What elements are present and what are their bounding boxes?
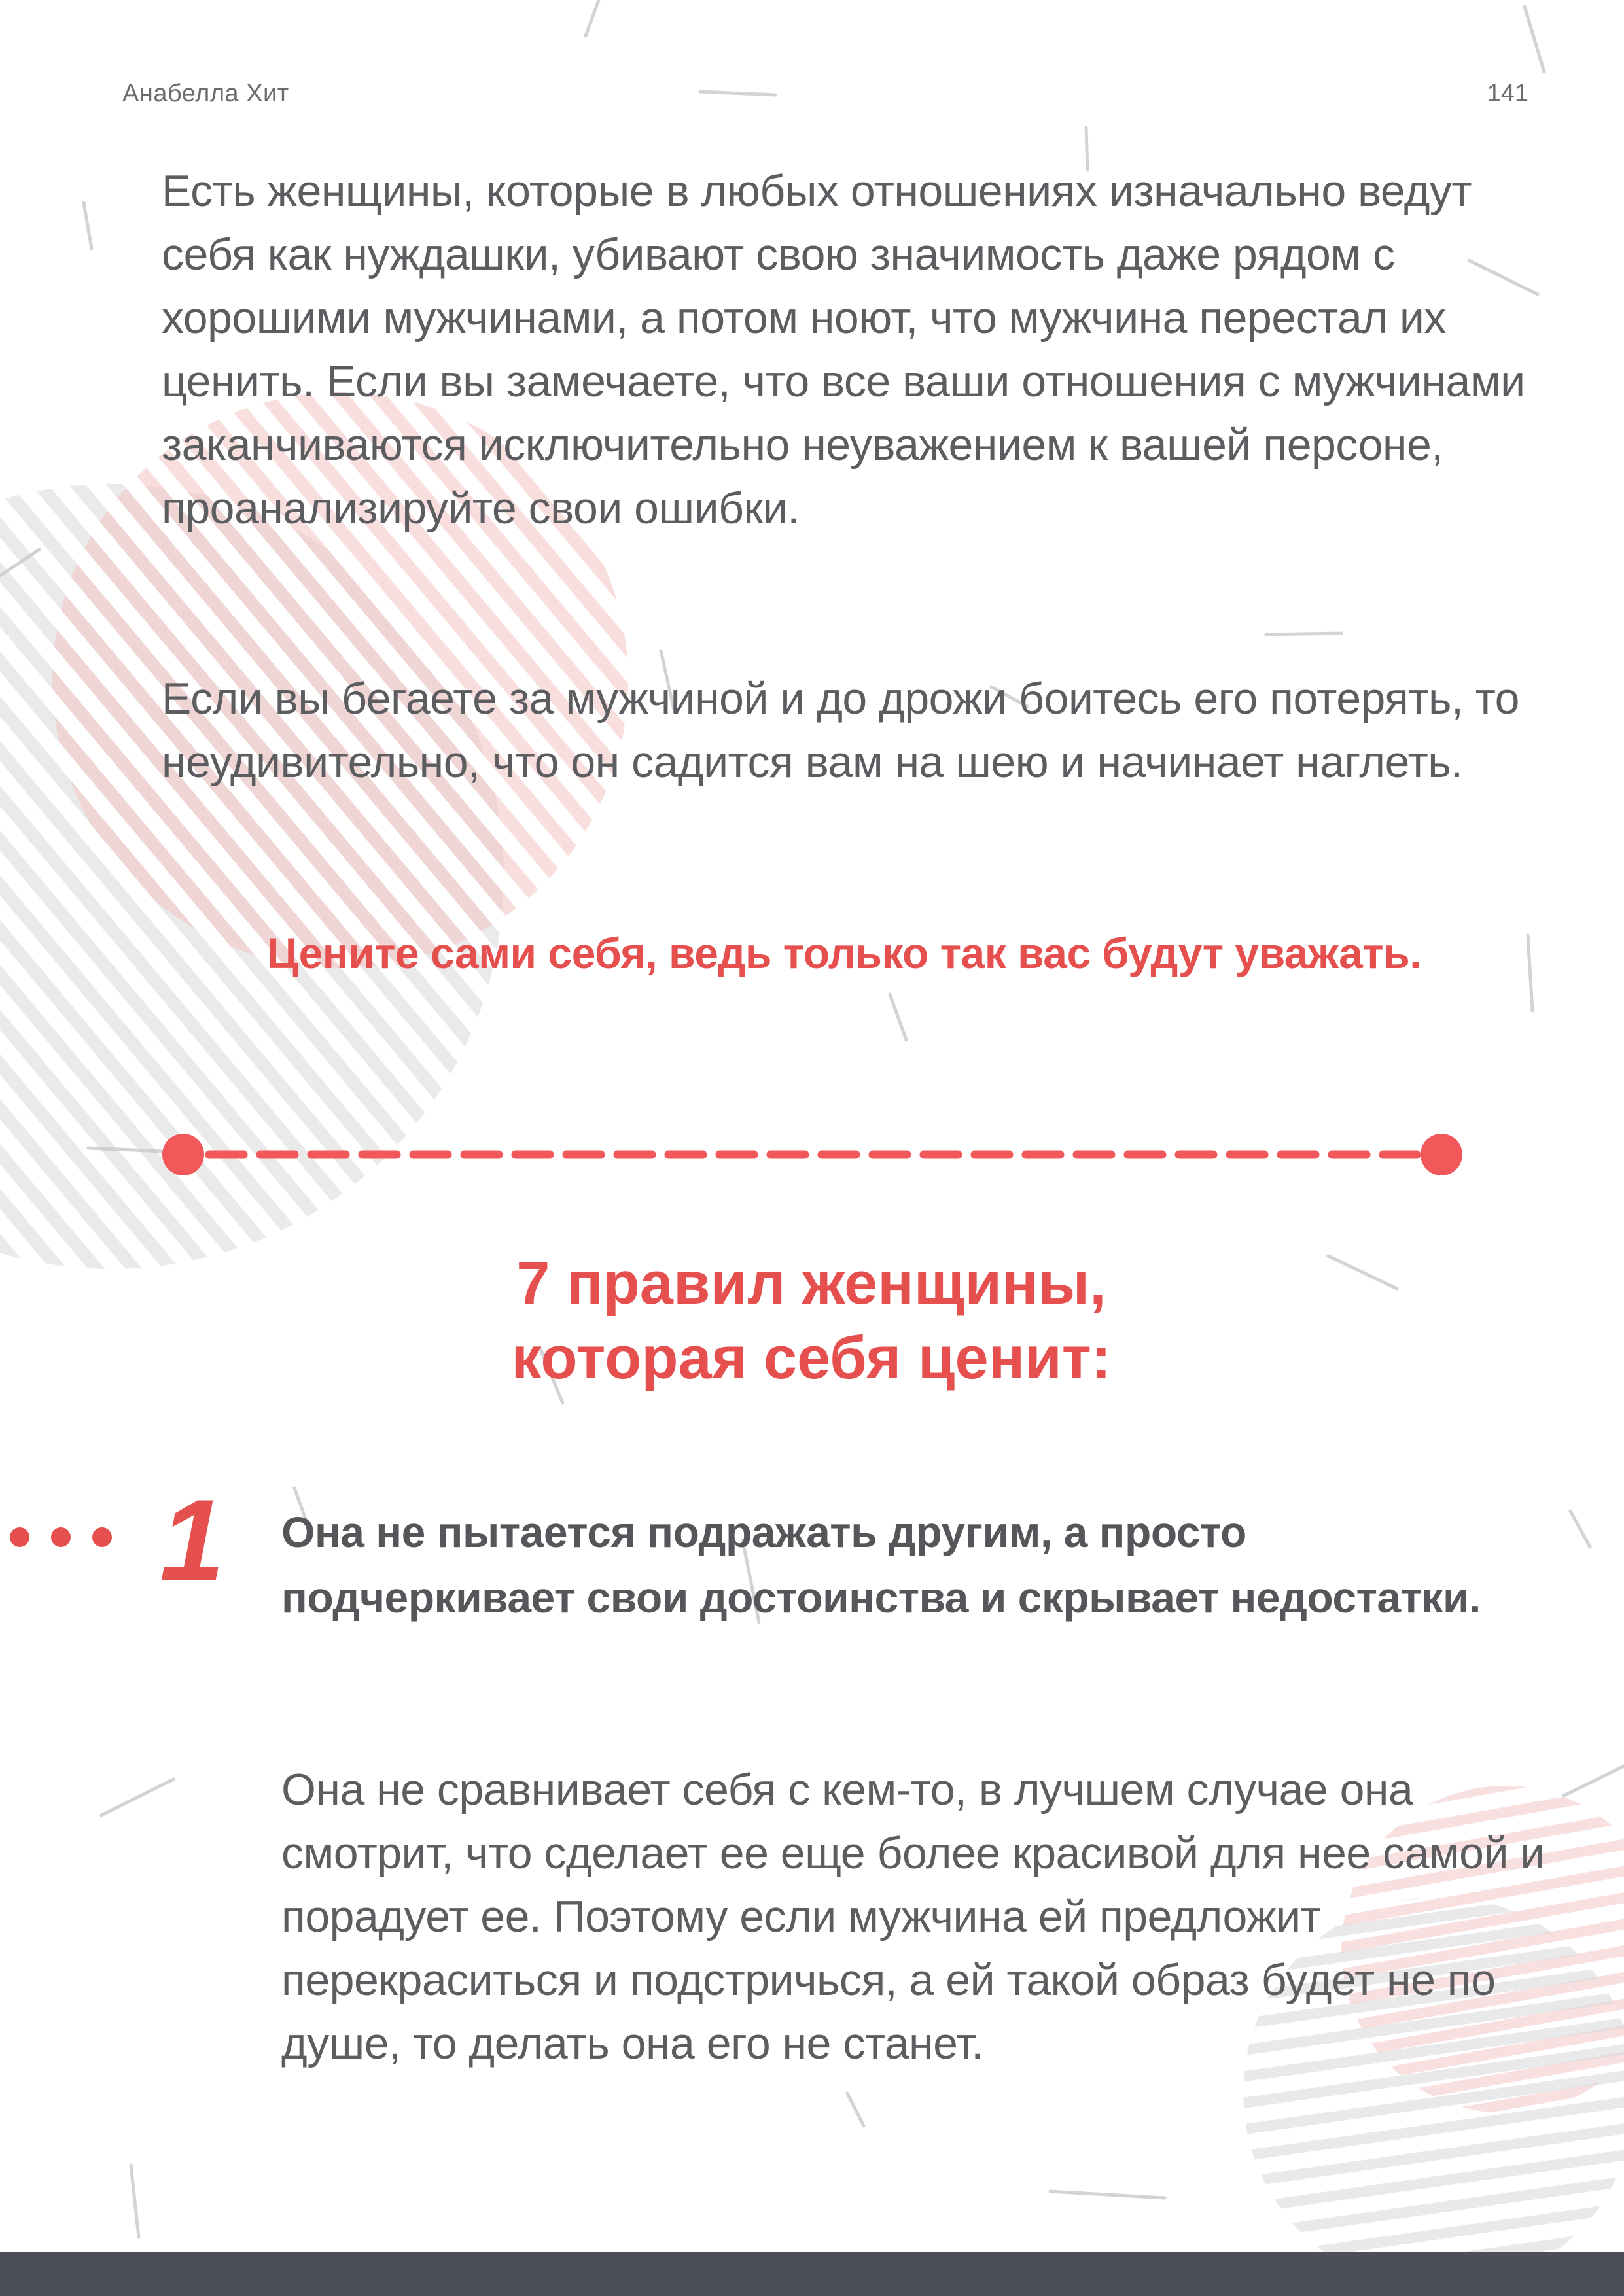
rule-dot-1 [10, 1527, 29, 1547]
paragraph-1: Есть женщины, которые в любых отношениях изначально ведут себя как нуждашки, убивают свою значимость даже рядом с хорошими мужчинами, а потом ноют, что мужчина перестал их ценить. Если вы замечаете, что все ваши отношения с мужчинами заканчиваются исключительно неуважением к вашей персоне, проанализируйте свои ошибки. [162, 166, 1525, 533]
highlighted-quote: Цените сами себя, ведь только так вас будут уважать. [266, 929, 1422, 977]
paragraph-2: Если вы бегаете за мужчиной и до дрожи боитесь его потерять, то неудивительно, что он садится вам на шею и начинает наглеть. [162, 674, 1519, 787]
section-title-line-2: которая себя ценит: [511, 1325, 1112, 1391]
header-author: Анабелла Хит [122, 80, 289, 107]
divider-start-dot [162, 1134, 204, 1175]
dashed-divider [157, 1128, 1466, 1181]
footer-bar [0, 2252, 1624, 2296]
rule-heading: Она не пытается подражать другим, а просто подчеркивает свои достоинства и скрывает недостатки. [281, 1508, 1481, 1622]
rule-body: Она не сравнивает себя с кем-то, в лучшем случае она смотрит, что сделает ее еще более красивой для нее самой и порадует ее. Поэтому если мужчина ей предложит перекраситься и подстричься, а ей такой образ будет не по душе, то делать она его не станет. [281, 1765, 1545, 2068]
rule-dot-3 [92, 1527, 112, 1547]
section-title-line-1: 7 правил женщины, [516, 1250, 1106, 1317]
page-number: 141 [1487, 80, 1528, 107]
section-title [262, 1246, 1361, 1395]
rule-dot-2 [51, 1527, 71, 1547]
divider-end-dot [1421, 1134, 1462, 1175]
rule-dots-decoration [5, 1524, 116, 1550]
rule-number: 1 [160, 1475, 224, 1605]
